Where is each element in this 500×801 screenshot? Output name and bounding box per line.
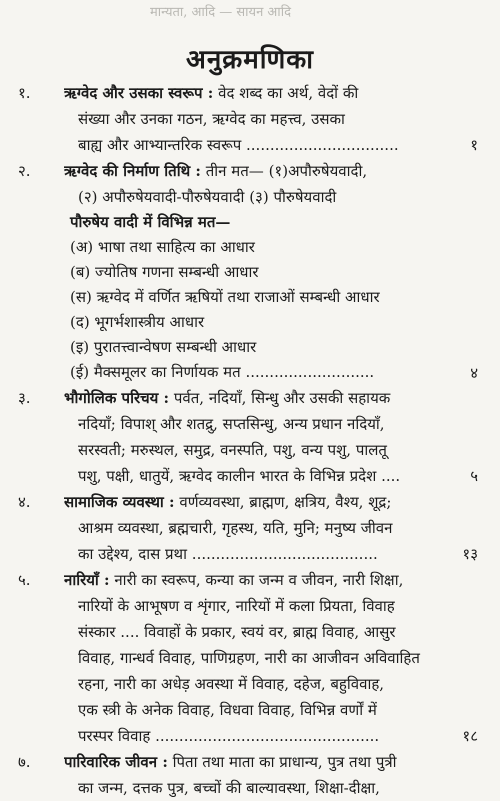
toc-entry-heading: ऋग्वेद और उसका स्वरूप : (64, 84, 214, 102)
toc-line (64, 437, 452, 463)
toc-entry-text: विवाह, गान्धर्व विवाह, पाणिग्रहण, नारी का आजीवन अविवाहित (78, 649, 420, 667)
toc-entry-text: का उद्देश्य, दास प्रथा ....................................... (78, 545, 378, 563)
toc-line (64, 645, 452, 671)
toc-line (64, 385, 452, 411)
page-title: अनुक्रमणिका (185, 45, 315, 75)
toc-entry-text: नदियाँ; विपाश् और शतद्रु, सप्तसिन्धु, अन्य प्रधान नदियाँ, (78, 415, 385, 433)
toc-entry-text: संख्या और उनका गठन, ऋग्वेद का महत्त्व, उसका (78, 110, 345, 128)
toc-line (64, 775, 452, 801)
toc-entry-text: नारियों के आभूषण व शृंगार, नारियों में कला प्रियता, विवाह (78, 597, 395, 615)
toc-line (64, 106, 452, 132)
toc-subitem: (ई) मैक्समूलर का निर्णायक मत ........................... (70, 363, 375, 381)
toc-line (64, 158, 452, 184)
toc-entry-number: ४. (18, 493, 31, 511)
toc-entry-text: पर्वत, नदियाँ, सिन्धु और उसकी सहायक (173, 389, 391, 407)
toc-entry-heading: भौगोलिक परिचय : (64, 389, 170, 407)
toc-entry-text: (२) अपौरुषेयवादी-पौरुषेयवादी (३) पौरुषेयवादी (78, 188, 337, 206)
toc-entry-text: आश्रम व्यवस्था, ब्रह्मचारी, गृहस्थ, यति, मुनि; मनुष्य जीवन (78, 519, 393, 537)
toc-entry-text: पशु, पक्षी, धातुयें, ऋग्वेद कालीन भारत के विभिन्न प्रदेश .... (78, 467, 401, 485)
toc-page-number: १८ (462, 727, 478, 745)
toc-entry-text: परस्पर विवाह ............................................... (78, 727, 380, 745)
toc-line (64, 132, 452, 158)
toc-entry-text: बाह्य और आभ्यान्तरिक स्वरूप ................................ (78, 136, 399, 154)
toc-subitem: (अ) भाषा तथा साहित्य का आधार (70, 238, 255, 256)
toc-page-number: ४ (470, 364, 478, 382)
toc-line (64, 619, 452, 645)
toc-page-number: १ (470, 136, 478, 154)
toc-entry-text: सरस्वती; मरुस्थल, समुद्र, वनस्पति, पशु, वन्य पशु, पालतू (78, 441, 387, 459)
table-of-contents (0, 80, 500, 801)
toc-entry-number: ७. (18, 753, 31, 771)
toc-subitem: (ब) ज्योतिष गणना सम्बन्धी आधार (70, 263, 259, 281)
toc-entry (0, 567, 500, 749)
toc-line (64, 515, 452, 541)
toc-entry-heading: पारिवारिक जीवन : (64, 753, 168, 771)
toc-entry (0, 80, 500, 158)
toc-entry-heading: ऋग्वेद की निर्माण तिथि : (64, 162, 201, 180)
toc-entry-text: का जन्म, दत्तक पुत्र, बच्चों की बाल्यावस्था, शिक्षा-दीक्षा, (78, 779, 380, 797)
toc-entry (0, 749, 500, 801)
toc-line (64, 489, 452, 515)
toc-page-number: १३ (462, 545, 478, 563)
toc-line (64, 541, 452, 567)
toc-page-number: ५ (470, 467, 478, 485)
toc-entry-number: २. (18, 162, 31, 180)
toc-entry-text: एक स्त्री के अनेक विवाह, विधवा विवाह, विभिन्न वर्णों में (78, 701, 377, 719)
toc-line (64, 184, 452, 210)
toc-line (64, 567, 452, 593)
toc-entry-heading: नारियाँ : (64, 571, 110, 589)
toc-entry-text: वर्णव्यवस्था, ब्राह्मण, क्षत्रिय, वैश्य, शूद्र; (179, 493, 392, 511)
toc-entry (0, 489, 500, 567)
toc-line (64, 723, 452, 749)
toc-line (64, 80, 452, 106)
toc-entry-text: पिता तथा माता का प्राधान्य, पुत्र तथा पुत्री (172, 753, 397, 771)
toc-subheading: पौरुषेय वादी में विभिन्न मत— (70, 213, 231, 231)
toc-entry (0, 158, 500, 385)
toc-entry-text: तीन मत— (१)अपौरुषेयवादी, (205, 162, 368, 180)
toc-entry (0, 385, 500, 489)
toc-line (64, 697, 452, 723)
toc-entry-number: १. (18, 84, 31, 102)
toc-line (64, 671, 452, 697)
toc-subitem: (द) भूगर्भशास्त्रीय आधार (70, 313, 205, 331)
toc-entry-number: ३. (18, 389, 31, 407)
toc-entry-text: वेद शब्द का अर्थ, वेदों की (218, 84, 359, 102)
bleed-through-text: मान्यता, आदि — सायन आदि (150, 5, 291, 20)
toc-line (64, 593, 452, 619)
toc-line (64, 411, 452, 437)
toc-entry-text: रहना, नारी का अधेड़ अवस्था में विवाह, दहेज, बहुविवाह, (78, 675, 385, 693)
toc-entry-heading: सामाजिक व्यवस्था : (64, 493, 175, 511)
toc-entry-text: नारी का स्वरूप, कन्या का जन्म व जीवन, नारी शिक्षा, (114, 571, 404, 589)
toc-entry-number: ५. (18, 571, 31, 589)
toc-line (64, 463, 452, 489)
toc-subitem: (इ) पुरातत्त्वान्वेषण सम्बन्धी आधार (70, 338, 257, 356)
toc-subitem: (स) ऋग्वेद में वर्णित ऋषियों तथा राजाओं सम्बन्धी आधार (70, 288, 380, 306)
toc-entry-text: संस्कार .... विवाहों के प्रकार, स्वयं वर, ब्राह्म विवाह, आसुर (78, 623, 396, 641)
toc-line (64, 749, 452, 775)
